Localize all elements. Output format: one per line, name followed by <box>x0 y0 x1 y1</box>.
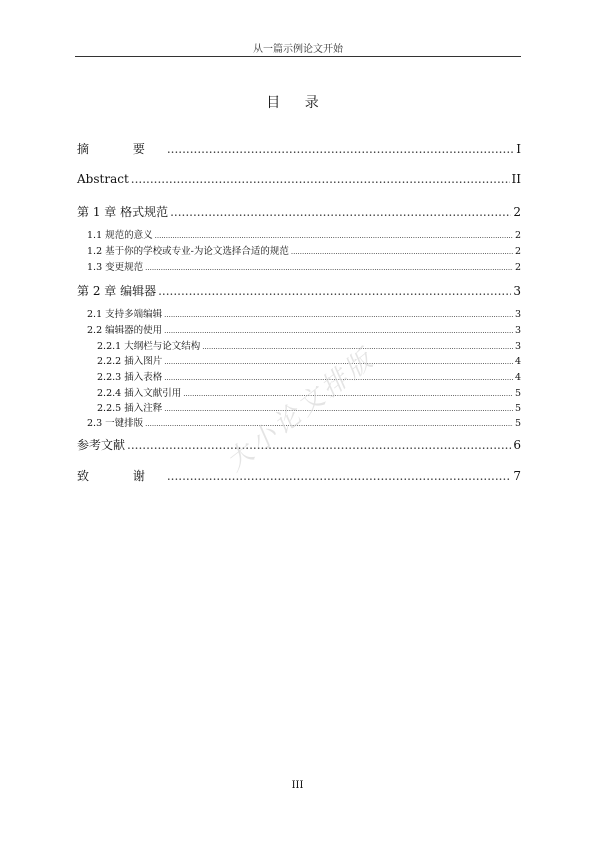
toc-entry-chapter-2[interactable] <box>77 282 521 299</box>
toc-title: 目 录 <box>266 95 329 111</box>
toc-entry-2-2-4[interactable] <box>97 385 521 399</box>
toc-leader-dots <box>145 420 513 428</box>
toc-entry-page: I <box>516 142 521 156</box>
toc-entry-2-1[interactable] <box>87 306 521 320</box>
toc-entry-label: 2.2.1 大纲栏与论文结构 <box>97 341 201 352</box>
toc-entry-label: Abstract <box>77 172 129 186</box>
toc-leader-dots <box>291 248 513 256</box>
toc-entry-label: 2.1 支持多端编辑 <box>87 309 163 320</box>
toc-leader-dots <box>164 374 513 382</box>
toc-entry-page: 6 <box>513 438 521 452</box>
toc-leader-dots <box>145 264 513 272</box>
toc-entry-page: 5 <box>514 403 521 414</box>
toc-entry-page: 2 <box>514 246 521 257</box>
toc-entry-page: 5 <box>514 418 521 429</box>
svg-text:大小论文排版: 大小论文排版 <box>220 343 382 478</box>
toc-entry-label: 摘 要 <box>77 142 165 156</box>
toc-entry-2-2-1[interactable] <box>97 338 521 352</box>
toc-entry-page: II <box>511 172 521 186</box>
toc-leader-dots <box>167 469 512 483</box>
toc-entry-abstract-cn[interactable] <box>77 140 521 157</box>
toc-entry-label: 2.2.3 插入表格 <box>97 372 163 383</box>
toc-entry-page: 5 <box>514 388 521 399</box>
header-rule <box>75 56 521 57</box>
toc-leader-dots <box>202 343 513 351</box>
toc-entry-label: 第 2 章 编辑器 <box>77 284 157 298</box>
toc-entry-acknowledgements[interactable] <box>77 467 521 484</box>
page-number: III <box>291 780 304 791</box>
toc-entry-2-3[interactable] <box>87 415 521 429</box>
toc-leader-dots <box>155 232 513 240</box>
toc-leader-dots <box>131 172 510 186</box>
toc-leader-dots <box>164 327 513 335</box>
toc-entry-2-2[interactable] <box>87 322 521 336</box>
toc-entry-page: 2 <box>514 262 521 273</box>
toc-entry-label: 1.2 基于你的学校或专业-为论文选择合适的规范 <box>87 246 289 257</box>
toc-leader-dots <box>164 405 513 413</box>
toc-entry-page: 4 <box>514 356 521 367</box>
running-header: 从一篇示例论文开始 <box>253 44 343 55</box>
toc-entry-page: 3 <box>514 309 521 320</box>
toc-leader-dots <box>127 438 511 452</box>
toc-entry-page: 2 <box>514 230 521 241</box>
toc-leader-dots <box>164 311 513 319</box>
toc-entry-label: 1.1 规范的意义 <box>87 230 153 241</box>
toc-leader-dots <box>170 205 511 219</box>
toc-entry-label: 致 谢 <box>77 469 165 483</box>
toc-leader-dots <box>164 358 513 366</box>
toc-entry-page: 3 <box>514 325 521 336</box>
toc-entry-page: 4 <box>514 372 521 383</box>
toc-entry-label: 2.2.5 插入注释 <box>97 403 163 414</box>
toc-entry-abstract-en[interactable] <box>77 172 521 186</box>
toc-entry-label: 第 1 章 格式规范 <box>77 205 169 219</box>
toc-entry-label: 1.3 变更规范 <box>87 262 144 273</box>
toc-leader-dots <box>167 142 514 156</box>
toc-entry-page: 3 <box>513 284 521 298</box>
toc-leader-dots <box>158 284 511 298</box>
toc-entry-chapter-1[interactable] <box>77 203 521 220</box>
toc-entry-references[interactable] <box>77 436 521 453</box>
toc-entry-label: 参考文献 <box>77 438 126 452</box>
toc-entry-1-3[interactable] <box>87 259 521 273</box>
toc-entry-1-1[interactable] <box>87 227 521 241</box>
toc-entry-2-2-5[interactable] <box>97 400 521 414</box>
toc-entry-label: 2.2.4 插入文献引用 <box>97 388 182 399</box>
toc-leader-dots <box>183 390 513 398</box>
toc-entry-2-2-3[interactable] <box>97 369 521 383</box>
toc-entry-label: 2.2.2 插入图片 <box>97 356 163 367</box>
toc-entry-page: 3 <box>514 341 521 352</box>
toc-entry-page: 7 <box>513 469 521 483</box>
toc-entry-2-2-2[interactable] <box>97 353 521 367</box>
toc-entry-label: 2.2 编辑器的使用 <box>87 325 163 336</box>
toc-entry-page: 2 <box>513 205 521 219</box>
toc-entry-1-2[interactable] <box>87 243 521 257</box>
toc-entry-label: 2.3 一键排版 <box>87 418 144 429</box>
